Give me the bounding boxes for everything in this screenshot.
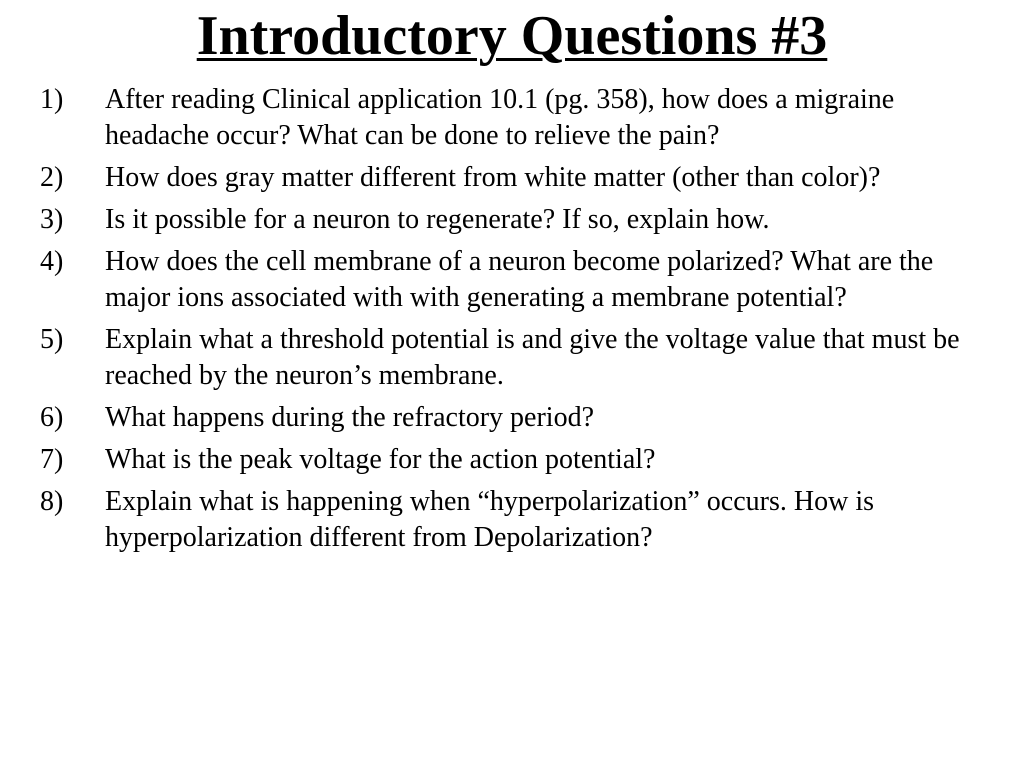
question-text: After reading Clinical application 10.1 (pg. 358), how does a migraine headache occur? What can be done to relieve the pain? [105, 84, 895, 151]
question-item [0, 442, 1024, 478]
question-text: How does the cell membrane of a neuron become polarized? What are the major ions associated with with generating a membrane potential? [105, 246, 934, 313]
question-number: 2) [40, 162, 64, 193]
question-number: 6) [40, 402, 64, 433]
question-item [0, 322, 1024, 394]
question-text: Is it possible for a neuron to regenerate? If so, explain how. [105, 204, 770, 235]
question-number: 4) [40, 246, 64, 277]
question-number: 3) [40, 204, 64, 235]
question-item [0, 244, 1024, 316]
question-text: Explain what a threshold potential is and give the voltage value that must be reached by the neuron’s membrane. [105, 324, 960, 391]
question-text: Explain what is happening when “hyperpolarization” occurs. How is hyperpolarization different from Depolarization? [105, 486, 875, 553]
question-item [0, 160, 1024, 196]
slide-title: Introductory Questions #3 [196, 5, 828, 67]
question-list [0, 82, 1024, 562]
question-number: 8) [40, 486, 64, 517]
question-number: 5) [40, 324, 64, 355]
question-number: 1) [40, 84, 64, 115]
question-item [0, 400, 1024, 436]
question-text: How does gray matter different from white matter (other than color)? [105, 162, 881, 193]
question-number: 7) [40, 444, 64, 475]
question-text: What is the peak voltage for the action potential? [105, 444, 656, 475]
question-item [0, 484, 1024, 556]
question-item [0, 202, 1024, 238]
question-text: What happens during the refractory period? [105, 402, 595, 433]
question-item [0, 82, 1024, 154]
